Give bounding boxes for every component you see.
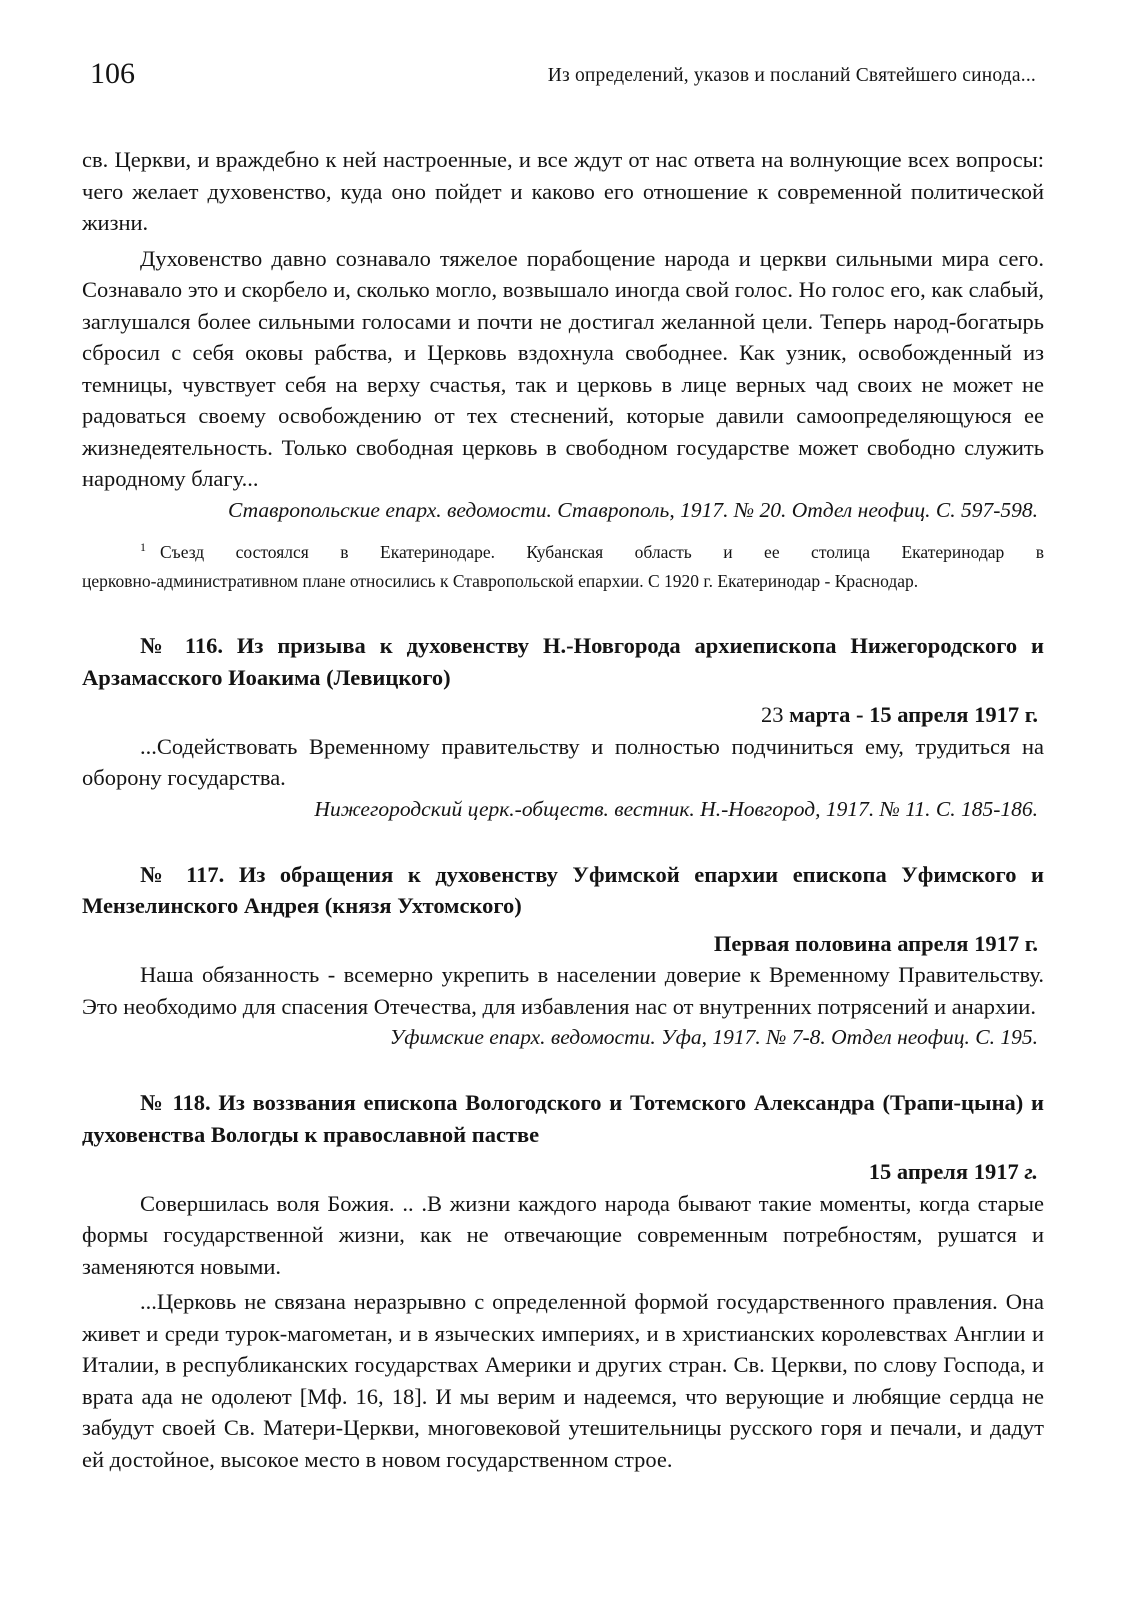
document-116-date [82, 699, 1044, 731]
page-number: 106 [90, 57, 135, 90]
page-content [82, 144, 1044, 1475]
footnote-continuation: церковно-административном плане относились к Ставропольской епархии. С 1920 г. Екатеринодар - Краснодар. [82, 571, 919, 592]
document-116-heading: № 116. Из призыва к духовенству Н.-Новгорода архиепископа Нижегородского и Арзамасского Иоакима (Левицкого) [82, 633, 1044, 690]
document-118-date [82, 1156, 1044, 1188]
document-page [82, 52, 1044, 1475]
document-116-body: ...Содействовать Временному правительству и полностью подчиниться ему, трудиться на оборону государства. [82, 733, 1044, 791]
document-117-date: Первая половина апреля 1917 г. [713, 930, 1038, 956]
footnote-line-1: Съезд состоялся в Екатеринодаре. Кубанская область и ее столица Екатеринодар в [160, 541, 1044, 562]
document-118-date-main: 15 апреля 1917 [868, 1159, 1025, 1185]
document-116-date-day: 23 [761, 702, 784, 728]
footnote-mark: 1 [140, 539, 146, 554]
intro-source-citation: Ставропольские епарх. ведомости. Ставрополь, 1917. № 20. Отдел неофиц. С. 597-598. [227, 497, 1038, 522]
intro-paragraph-1: св. Церкви, и враждебно к ней настроенные, и все ждут от нас ответа на волнующие всех вопросы: чего желает духовенство, куда оно пойдет и каково его отношение к современной политической жизни. [82, 147, 1044, 235]
document-118-body-2: ...Церковь не связана неразрывно с определенной формой государственного правления. Она живет и среди турок-магометан, и в языческих империях, и в христианских королевствах Англии и Италии, в республиканских государствах Америки и других стран. Св. Церкви, по слову Господа, и врата ада не одолеют [Мф. 16, 18]. И мы верим и надеемся, что верующие и любящие сердца не забудут своей Св. Матери-Церкви, многовековой утешительницы русского горя и печали, и дадут ей достойное, высокое место в новом государственном строе. [82, 1289, 1044, 1472]
footnote [82, 532, 1044, 567]
running-header [82, 52, 1044, 112]
document-117-body: Наша обязанность - всемерно укрепить в населении доверие к Временному Правительству. Это необходимо для спасения Отечества, для избавления нас от внутренних потрясений и анархии. [82, 962, 1044, 1019]
document-116-date-rest: марта - 15 апреля 1917 г. [783, 702, 1038, 728]
document-118-date-suffix: г. [1024, 1159, 1038, 1185]
document-118-body-1: Совершилась воля Божия. .. .В жизни каждого народа бывают такие моменты, когда старые формы государственной жизни, как не отвечающие современным потребностям, рушатся и заменяются новыми. [82, 1190, 1044, 1279]
document-116-source: Нижегородский церк.-обществ. вестник. Н.-Новгород, 1917. № 11. С. 185-186. [314, 796, 1038, 821]
intro-paragraph-2: Духовенство давно сознавало тяжелое порабощение народа и церкви сильными мира сего. Сознавало это и скорбело и, сколько могло, возвышало иногда свой голос. Но голос его, как слабый, заглушался более сильными голосами и почти не достигал желанной цели. Теперь народ-богатырь сбросил с себя оковы рабства, и Церковь вздохнула свободнее. Как узник, освобожденный из темницы, чувствует себя на верху счастья, так и церковь в лице верных чад своих не может не радоваться своему освобождению от тех стеснений, которые давили самоопределяющуюся ее жизнедеятельность. Только свободная церковь в свободном государстве может свободно служить народному благу... [82, 245, 1044, 491]
running-title: Из определений, указов и посланий Святейшего синода... [547, 65, 1036, 86]
document-118-heading: № 118. Из воззвания епископа Вологодского и Тотемского Александра (Трапи-цына) и духовенства Вологды к православной пастве [82, 1090, 1044, 1147]
document-117-heading: № 117. Из обращения к духовенству Уфимской епархии епископа Уфимского и Мензелинского Андрея (князя Ухтомского) [82, 861, 1044, 919]
document-117-source: Уфимские епарх. ведомости. Уфа, 1917. № 7-8. Отдел неофиц. С. 195. [389, 1025, 1038, 1050]
